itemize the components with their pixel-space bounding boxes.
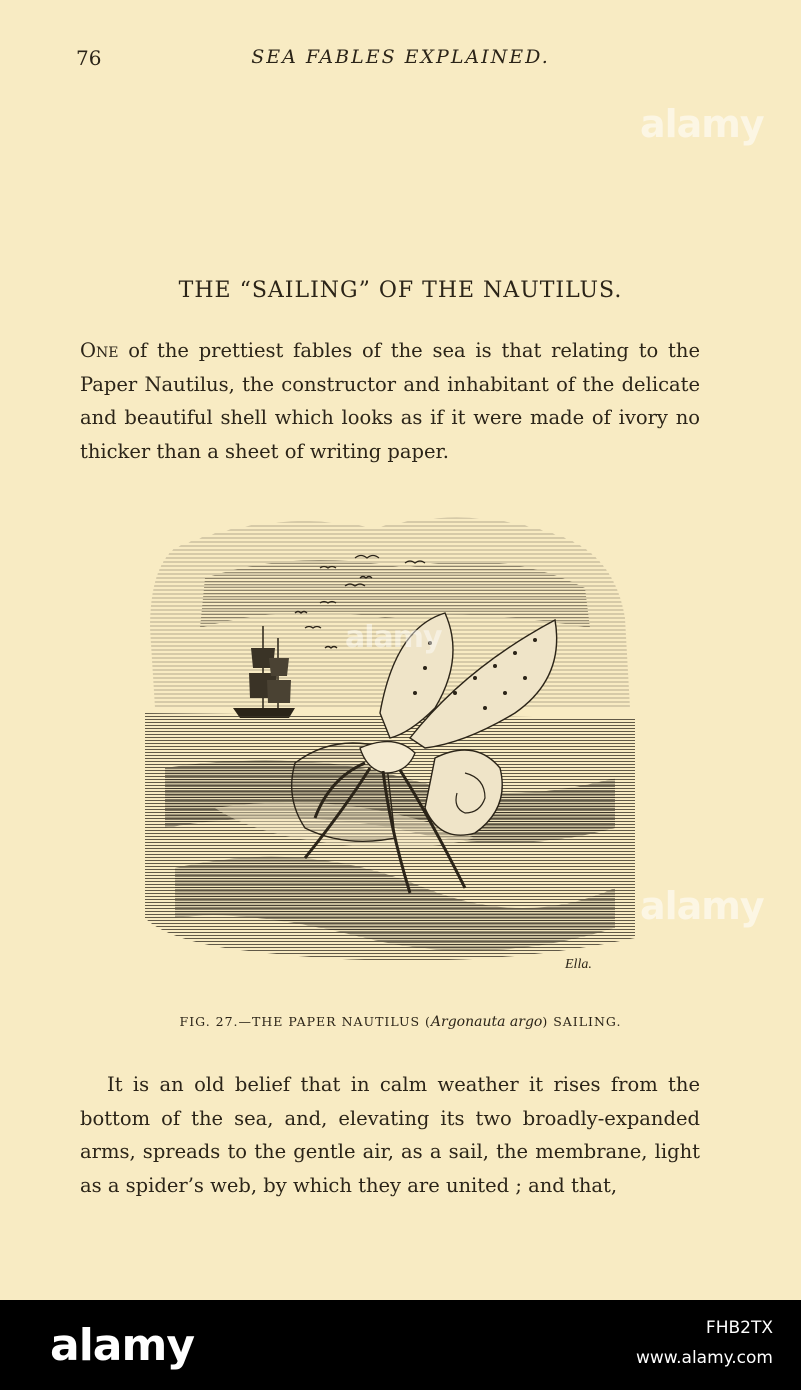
alamy-logo: alamy xyxy=(50,1320,194,1371)
paragraph-2: It is an old belief that in calm weather it rises from the bottom of the sea, and, elevating its two broadly-expanded arms, spreads to the gentle air, as a sail, the membrane, light as a spider’s web, by which they are united ; and that, xyxy=(80,1073,700,1197)
watermark-center: alamy xyxy=(345,620,442,655)
watermark-top: alamy xyxy=(640,102,764,146)
paragraph-1-lead: One xyxy=(80,339,119,362)
caption-prefix: FIG. 27.—THE PAPER NAUTILUS ( xyxy=(179,1014,431,1029)
paragraph-1 xyxy=(80,334,700,468)
figure-caption xyxy=(0,1014,801,1030)
paragraph-1-text: of the prettiest fables of the sea is that relating to the Paper Nautilus, the constructor and inhabitant of the delicate and beautiful shell which looks as if it were made of ivory no thicker than a sheet of writing paper. xyxy=(80,339,700,463)
caption-suffix: ) SAILING. xyxy=(542,1014,622,1029)
engraver-signature: Ella. xyxy=(565,957,592,972)
site-url: www.alamy.com xyxy=(635,1348,773,1368)
stock-footer-bar xyxy=(0,1300,801,1390)
nautilus-engraving xyxy=(145,508,635,998)
watermark-bottom: alamy xyxy=(640,884,764,928)
page-number: 76 xyxy=(76,46,102,70)
caption-species: Argonauta argo xyxy=(430,1014,543,1030)
image-id: FHB2TX xyxy=(705,1318,773,1338)
running-title: SEA FABLES EXPLAINED. xyxy=(251,46,550,68)
section-heading: THE “SAILING” OF THE NAUTILUS. xyxy=(178,278,623,303)
